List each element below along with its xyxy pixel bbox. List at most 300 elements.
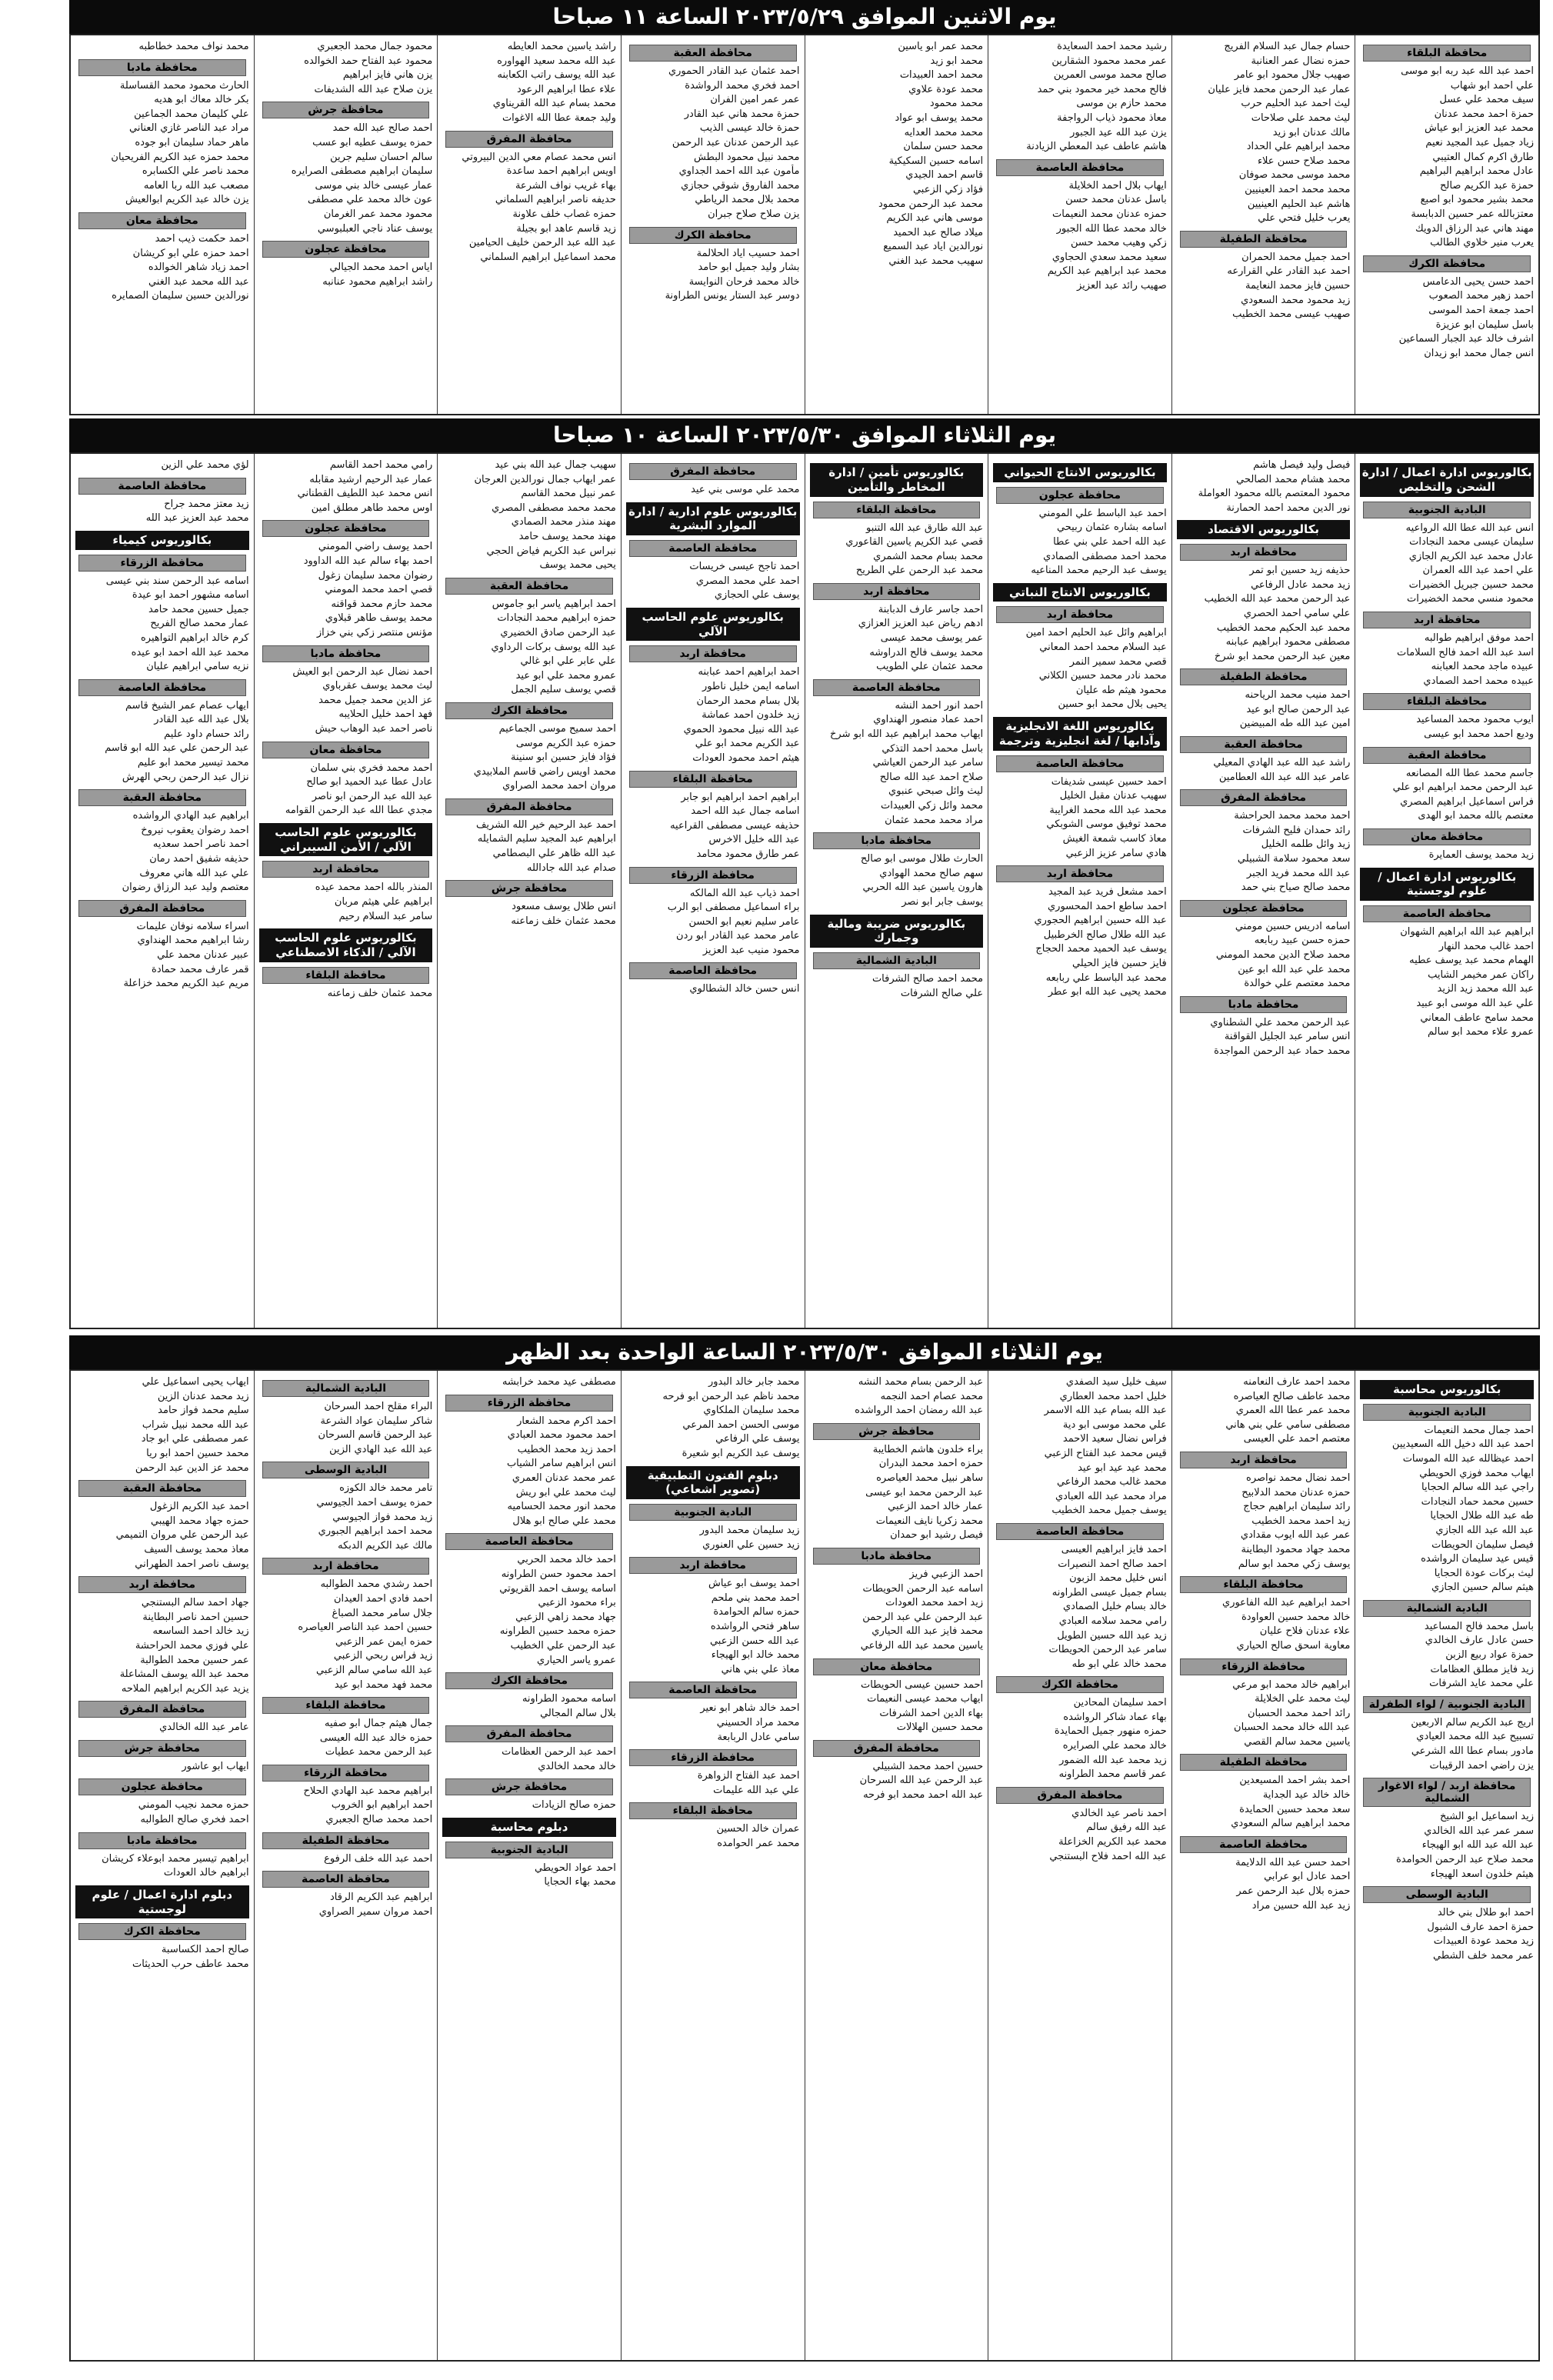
major-heading: بكالوريوس الاقتصاد <box>1177 520 1351 539</box>
candidate-name: مادور بسام عطا الله الشرعي <box>1411 1745 1534 1758</box>
candidate-name: حمزة احمد عارف الشبول <box>1427 1921 1534 1933</box>
candidate-name: سامر عبد الرحمن الحويطات <box>1048 1644 1167 1656</box>
candidate-name: عمار محمد صالح الفريح <box>150 618 249 630</box>
candidate-name: سعد محمد حسين الحمايدة <box>1239 1803 1351 1815</box>
candidate-name: احمد عبد الله عبد ربه ابو موسى <box>1401 65 1534 77</box>
governorate-heading: محافظة مادبا <box>813 832 981 849</box>
candidate-name: زيد احمد محمد العودات <box>885 1597 984 1609</box>
section-2-columns <box>71 454 1538 1328</box>
major-heading: بكالوريوس علوم ادارية / ادارة الموارد البشرية <box>626 502 800 536</box>
candidate-name: محمد عبد الله يوسف المشاعلة <box>119 1668 249 1681</box>
candidate-name: محمد علي عبد الله ابو عين <box>1238 963 1351 975</box>
governorate-heading: محافظة المفرق <box>445 798 613 815</box>
candidate-name: اسامه بشاره عثمان ربيحي <box>1056 522 1167 534</box>
candidate-name: احمد حكمت ذيب احمد <box>155 232 249 245</box>
candidate-name: ساهر نبيل محمد العياصره <box>876 1472 984 1484</box>
candidate-name: احمد رضوان يعقوب نيروخ <box>141 824 249 836</box>
candidate-name: يزن عبد الله عيد الجبور <box>1070 126 1167 138</box>
candidate-name: ليث محمد علي الخلايلة <box>1255 1693 1351 1705</box>
candidate-name: رضوان محمد سليمان زغول <box>318 569 433 582</box>
column <box>621 454 805 1328</box>
candidate-name: احمد زياد شاهر الخوالده <box>148 262 249 274</box>
candidate-name: محمد توفيق موسى الشوبكي <box>1046 818 1167 831</box>
candidate-name: ليث محمد يوسف عقرباوي <box>322 680 433 692</box>
candidate-name: عبد الرحمن محمد عطيات <box>325 1746 433 1758</box>
governorate-heading: محافظة اربد <box>629 645 797 662</box>
day-header-1: يوم الاثنين الموافق ٢٠٢٣/٥/٢٩ الساعة ١١ صباحا <box>69 0 1540 34</box>
candidate-name: سهيب محمد عبد الغني <box>888 255 984 267</box>
column <box>1171 1371 1355 2360</box>
candidate-name: حديفه ناصر ابراهيم السلماني <box>495 194 616 206</box>
candidate-name: عبد الله عبد الرحمن ابو ناصر <box>312 790 433 802</box>
candidate-name: اريج عبد الكريم سالم الاربعين <box>1411 1716 1534 1728</box>
candidate-name: زيد محمد يوسف العمايرة <box>1428 849 1534 861</box>
candidate-name: اسامه عبد الرحمن الحويطات <box>862 1582 984 1595</box>
candidate-name: علي عبد الله عليمات <box>713 1784 800 1796</box>
candidate-name: يوسف جابر ابو نصر <box>901 895 984 908</box>
candidate-name: يوسف جميل محمد الخطيب <box>1051 1505 1167 1517</box>
candidate-name: محمد حسين احمد ابو ريا <box>146 1447 249 1459</box>
candidate-name: محمد ناصر علي الكسابره <box>142 165 249 178</box>
governorate-heading: محافظة العقبة <box>629 45 797 62</box>
governorate-heading: محافظة اربد <box>262 1558 430 1575</box>
candidate-name: اسامه عبد الرحمن سند بني عيسى <box>105 575 249 587</box>
candidate-name: علي عبد الله هاني معروف <box>139 867 249 879</box>
candidate-name: احمد صالح عبد الله حمد <box>332 122 433 135</box>
candidate-name: محمد عاطف صالح العياصره <box>1233 1390 1351 1402</box>
candidate-name: زيد حسين علي العنوري <box>702 1538 800 1551</box>
candidate-name: محمد عبد الله احمد ابو عيده <box>131 646 249 658</box>
candidate-name: عمار خالد احمد الزعبي <box>888 1501 984 1513</box>
candidate-name: انس حسن خالد الشطالوي <box>689 983 800 995</box>
candidate-name: سامر عبد الرحمن العياشي <box>872 757 984 769</box>
candidate-name: حمزه سالم الحوامدة <box>713 1606 800 1618</box>
candidate-name: حمزه يوسف عطيه ابو عسب <box>312 136 433 148</box>
candidate-name: سعد محمود سلامة الشبيلي <box>1237 853 1351 865</box>
candidate-name: عادل محمد ابراهيم البراهيم <box>1419 165 1534 178</box>
day-header-2: يوم الثلاثاء الموافق ٢٠٢٣/٥/٣٠ الساعة ١٠ صباحا <box>69 418 1540 452</box>
governorate-heading: محافظة عجلون <box>1180 900 1348 917</box>
candidate-name: حمزه خالد عبد الله العيسى <box>319 1732 433 1744</box>
candidate-name: محمود منسي محمد الخضيرات <box>1407 593 1534 605</box>
candidate-name: يوسف علي الحجازي <box>714 589 800 602</box>
candidate-name: حمزه عدنان محمد الدلابيح <box>1241 1486 1351 1498</box>
candidate-name: علي محمد عايد الشرفات <box>1429 1678 1534 1690</box>
candidate-name: زيد محمد عدنان الزين <box>157 1390 249 1402</box>
candidate-name: احمد ابراهيم احمد عبابنه <box>698 666 800 678</box>
candidate-name: حسن عادل عارف الخالدي <box>1425 1635 1534 1647</box>
candidate-name: احمد يوسف راضي المومني <box>318 541 433 553</box>
candidate-name: محمد عصام احمد النجمه <box>880 1390 984 1402</box>
candidate-name: يوسف ناصر احمد الطهراني <box>135 1558 249 1570</box>
candidate-name: عبد الله سامي سالم الزعبي <box>315 1664 433 1676</box>
candidate-name: انس محمد عبد اللطيف القطناني <box>297 488 433 500</box>
candidate-name: زيد سليمان محمد البدور <box>699 1525 800 1537</box>
major-heading: بكالوريوس تأمين / ادارة المخاطر والتأمين <box>810 463 984 497</box>
candidate-name: احمد جميل محمد الحمران <box>1241 251 1351 263</box>
major-heading: بكالوريوس اللغة الانجليزية وآدابها / لغة انجليزية وترجمة <box>993 717 1167 751</box>
governorate-heading: محافظة الكرك <box>996 1676 1164 1693</box>
candidate-name: جميل حسين محمد حامد <box>148 603 249 615</box>
candidate-name: كرم خالد ابراهيم التواهيره <box>141 632 249 644</box>
candidate-name: الحارث محمود محمد القساسلة <box>119 79 249 92</box>
candidate-name: زيد عبد الله حسين الطويل <box>1057 1629 1167 1642</box>
governorate-heading: محافظة جرش <box>262 102 430 118</box>
candidate-name: مجدي عطا الله عبد الرحمن القوامه <box>285 805 433 817</box>
candidate-name: محمد يوسف طاهر قبلاوي <box>325 612 433 625</box>
candidate-name: هيثم خلدون اسعد الهيجاء <box>1430 1868 1534 1880</box>
candidate-name: احمد موفق ابراهيم طوالبه <box>1424 632 1534 645</box>
candidate-name: احمد عيظالله عبد الله الموسات <box>1402 1452 1534 1465</box>
major-heading: بكالوريوس الانتاج الحيواني <box>993 463 1167 482</box>
candidate-name: احمد عثمان عبد القادر الحموري <box>668 65 800 77</box>
candidate-name: ايهاب محمد ابراهيم عبد الله ابو شرخ <box>830 728 984 741</box>
candidate-name: عمار عبد الرحمن محمد فايز عليان <box>1208 83 1351 95</box>
candidate-name: محمد ناظم عبد الرحمن ابو فرحه <box>662 1390 800 1402</box>
candidate-name: بلال بسام محمد الرحمان <box>696 695 800 707</box>
candidate-name: معاوية اسحق صالح الحياري <box>1236 1639 1351 1652</box>
governorate-heading: محافظة الكرك <box>1363 255 1531 272</box>
column <box>254 1371 438 2360</box>
candidate-name: احمد محمد بني ملحم <box>711 1592 800 1604</box>
candidate-name: احمد خالد شاهر ابو نعير <box>700 1702 800 1715</box>
candidate-name: محمد حازم بن موسى <box>1076 98 1167 110</box>
column <box>805 454 988 1328</box>
governorate-heading: محافظة العاصمة <box>1180 1836 1348 1853</box>
candidate-name: احمد نضال عبد الرحمن ابو العيش <box>292 665 433 678</box>
candidate-name: مهند منذر محمد الصمادي <box>511 516 616 528</box>
governorate-heading: محافظة الكرك <box>445 1672 613 1689</box>
candidate-name: عبد الله بسام عبد الله الاسمر <box>1044 1405 1167 1417</box>
section-3-columns <box>71 1371 1538 2360</box>
candidate-name: يحيى بلال محمد ابو حسين <box>1058 698 1167 711</box>
candidate-name: نزيه سامي ابراهيم عليان <box>146 661 249 673</box>
candidate-name: عبد الرحمن محمد ابو عيسى <box>865 1486 984 1498</box>
candidate-name: زيد محمد عبد الله الضمور <box>1059 1754 1167 1766</box>
candidate-name: عمر قاسم محمد الطراونه <box>1058 1768 1167 1781</box>
major-heading: بكالوريوس علوم الحاسب الآلي / الذكاء الاصطناعي <box>259 928 433 962</box>
candidate-name: عبد الله رمضان احمد الرواشده <box>855 1405 984 1417</box>
candidate-name: محمد عبد الرحمن علي الطريح <box>855 565 984 577</box>
candidate-name: خالد محمد فرحان النوايسة <box>688 275 800 288</box>
candidate-name: زياد جميل عبد المجيد نعيم <box>1425 136 1534 148</box>
candidate-name: محمد فهد محمد ابو عيد <box>334 1678 433 1691</box>
candidate-name: عبد الله خالد محمد الحسبان <box>1234 1722 1351 1734</box>
candidate-name: زيد فايز مطلق العظامات <box>1430 1663 1534 1675</box>
candidate-name: علاء عطا ابراهيم الرعود <box>517 83 616 95</box>
candidate-name: حمزه غصاب خلف علاونة <box>512 208 616 220</box>
candidate-name: محمد محمود <box>929 98 984 110</box>
candidate-name: محمد عمر عطا الله العمري <box>1235 1405 1351 1417</box>
candidate-name: عمر عمر امين الفران <box>710 94 800 106</box>
governorate-heading: محافظة اربد <box>1180 544 1348 561</box>
column <box>621 35 805 414</box>
candidate-name: ايوب محمود محمد المساعيد <box>1416 714 1534 726</box>
candidate-name: محمد بسام عبد الله القريناوي <box>492 98 616 110</box>
governorate-heading: محافظة العاصمة <box>996 159 1164 176</box>
candidate-name: معتصم احمد علي العيسى <box>1243 1433 1351 1445</box>
candidate-name: محمد ابو زيد <box>930 55 984 67</box>
candidate-name: عز الدين محمد جميل محمد <box>318 694 433 706</box>
governorate-heading: البادية الوسطى <box>1363 1886 1531 1903</box>
column <box>621 1371 805 2360</box>
governorate-heading: محافظة الزرقاء <box>78 555 246 572</box>
candidate-name: ايهاب يحيى اسماعيل علي <box>142 1376 249 1388</box>
section-2 <box>69 452 1540 1329</box>
candidate-name: احمد علي محمد المصري <box>695 575 800 587</box>
candidate-name: يزن راضي احمد الرقيبات <box>1429 1759 1534 1772</box>
candidate-name: احمد يوسف ابو عياش <box>708 1578 800 1590</box>
candidate-name: اسامه محمود الطراونه <box>522 1693 616 1705</box>
candidate-name: محمد عز الدين عبد الرحمن <box>135 1462 249 1474</box>
candidate-name: احمد سميح موسى الجماعيم <box>498 722 616 735</box>
governorate-heading: البادية الوسطى <box>262 1462 430 1478</box>
candidate-name: احمد مشعل فريد عبد المجيد <box>1048 886 1167 898</box>
candidate-name: محمد عودة علاوي <box>908 83 984 95</box>
candidate-name: عبد الكريم محمد ابو علي <box>695 738 800 750</box>
candidate-name: احمد فادي احمد العيدان <box>333 1592 433 1605</box>
candidate-name: مراد عبد الناصر غازي العناني <box>128 122 249 135</box>
candidate-name: حسين فايز محمد النعايمة <box>1245 279 1351 292</box>
candidate-name: اسامه جمال عبد الله احمد <box>691 805 800 818</box>
candidate-name: احمد ناصر احمد سعديه <box>152 838 249 851</box>
candidate-name: محمد زكريا نايف النعيمات <box>875 1515 984 1527</box>
candidate-name: حسام جمال عبد السلام الفريج <box>1224 41 1351 52</box>
candidate-name: راجي عبد الله سالم الحجايا <box>1421 1482 1534 1494</box>
governorate-heading: محافظة المفرق <box>445 1725 613 1742</box>
candidate-name: ميلاد صالح عبد الحميد <box>893 226 984 238</box>
candidate-name: سليمان ابراهيم مصطفى الصرايره <box>291 165 433 178</box>
candidate-name: هارون ياسين عبد الله الحربي <box>862 882 984 894</box>
column <box>1355 454 1538 1328</box>
candidate-name: محمد عبد الحكيم محمد الخطيب <box>1216 622 1351 634</box>
major-heading: بكالوريوس ادارة اعمال / ادارة الشحن والتخليص <box>1360 463 1534 497</box>
candidate-name: نورالدين اياد عبد السميع <box>883 241 984 253</box>
candidate-name: احمد عادل ابو عرابي <box>1264 1871 1351 1883</box>
governorate-heading: محافظة العقبة <box>78 789 246 806</box>
governorate-heading: محافظة العاصمة <box>629 540 797 557</box>
governorate-heading: محافظة العقبة <box>1363 747 1531 764</box>
candidate-name: ليث وائل صبحي عنبوي <box>888 785 984 798</box>
candidate-name: بلال سالم المجالي <box>540 1707 616 1719</box>
candidate-name: قيس عيد سليمان الرواشده <box>1421 1553 1534 1565</box>
candidate-name: طارق اكرم كمال العتيبي <box>1432 151 1534 163</box>
candidate-name: زيد احمد محمد الخطيب <box>1251 1515 1351 1527</box>
candidate-name: راكان عمر مخيمر الشايب <box>1428 968 1534 981</box>
candidate-name: جهاد احمد سالم البستنجي <box>141 1597 249 1609</box>
candidate-name: عبد الله يوسف بركات الرداوي <box>491 641 616 653</box>
candidate-name: عمار عبد الرحيم ارشيد مقابله <box>309 473 433 485</box>
candidate-name: يعرب خليل فتحي علي <box>1258 212 1351 225</box>
candidate-name: ياسين محمد عبد الله الرفاعي <box>860 1639 984 1652</box>
candidate-name: حذيفه زيد حسين ابو تمر <box>1249 565 1351 577</box>
candidate-name: عمر محمد خلف الشطي <box>1432 1949 1534 1962</box>
candidate-name: انس محمد عصام معي الدين البيروتي <box>462 151 616 163</box>
candidate-name: احمد حمزه علي ابو كريشان <box>132 247 249 259</box>
candidate-name: عامر سليم نعيم ابو الحسن <box>688 915 800 928</box>
newspaper-page <box>69 0 1540 2380</box>
candidate-name: عمر يوسف محمد عيسى <box>880 632 984 645</box>
candidate-name: احمد الزعبي فريز <box>909 1568 984 1580</box>
candidate-name: صلاح احمد عبد الله صالح <box>879 771 984 783</box>
candidate-name: محمد غالب محمد الرفاعي <box>1056 1476 1167 1488</box>
candidate-name: رشيد محمد احمد السعايدة <box>1057 41 1167 52</box>
candidate-name: زيد معتز محمد جراح <box>164 498 249 510</box>
candidate-name: رائد سليمان ابراهيم حجاج <box>1243 1501 1351 1513</box>
candidate-name: خالد محمد عطا الله الجبور <box>1056 222 1167 235</box>
candidate-name: محمد عبد ابراهيم عبد الكريم <box>1047 265 1167 278</box>
candidate-name: قصي عبد الكريم ياسين القاعوري <box>845 536 984 548</box>
column <box>437 454 621 1328</box>
candidate-name: حمزة عبد الكريم صالح <box>1440 179 1534 192</box>
column <box>254 454 438 1328</box>
candidate-name: صالح محمد موسى العمرين <box>1053 69 1167 82</box>
candidate-name: سهيب عدنان مقبل الخليل <box>1059 790 1167 802</box>
candidate-name: لؤي محمد علي الزين <box>161 459 249 471</box>
candidate-name: انس جمال محمد ابو زيدان <box>1424 347 1534 359</box>
candidate-name: محمد احمد ابراهيم الجبوري <box>318 1525 433 1538</box>
candidate-name: عبيده محمد احمد الصمادي <box>1423 675 1534 687</box>
candidate-name: محمد احمد العبيدات <box>899 69 984 82</box>
candidate-name: محمد فايز عبد الله الحياري <box>871 1625 984 1638</box>
candidate-name: علي عابر علي ابو غالي <box>520 655 616 668</box>
governorate-heading: محافظة البلقاء <box>262 967 430 984</box>
candidate-name: احمد زهير محمد الصعوب <box>1428 290 1534 302</box>
candidate-name: هاشم عبد الحليم العينيين <box>1247 198 1351 210</box>
candidate-name: حمزه نضال عمر العنانبة <box>1251 55 1351 67</box>
candidate-name: احمد جمال محمد النعيمات <box>1424 1424 1534 1436</box>
candidate-name: انس عبد الله عطا الله الرواعيه <box>1405 522 1534 534</box>
governorate-heading: محافظة معان <box>78 212 246 229</box>
candidate-name: محمود منيب عبد العزيز <box>702 944 800 956</box>
candidate-name: زيد محمد عادل الرفاعي <box>1251 578 1351 591</box>
candidate-name: يوسف عبد الحميد محمد الحجاج <box>1035 943 1167 955</box>
candidate-name: محمد خالد ابو الهيجاء <box>711 1649 800 1662</box>
candidate-name: احمد حسين عيسى الحويطات <box>861 1678 984 1691</box>
column <box>988 35 1171 414</box>
governorate-heading: محافظة الطفيلة <box>262 1832 430 1849</box>
governorate-heading: محافظة الكرك <box>78 1923 246 1940</box>
candidate-name: محمد مراد الحسيني <box>716 1717 800 1728</box>
major-heading: بكالوريوس علوم الحاسب الآلي <box>626 608 800 642</box>
candidate-name: احمد عبد الله خلف الرفوع <box>324 1852 433 1865</box>
candidate-name: مريم عبد الكريم محمد خزاعلة <box>123 978 249 990</box>
candidate-name: محمد يوسف فالح الدراوشه <box>869 646 984 658</box>
candidate-name: حسين محمد حماد النجادات <box>1421 1495 1534 1508</box>
governorate-heading: محافظة الطفيلة <box>1180 668 1348 685</box>
candidate-name: معاذ علي بني هاني <box>721 1663 800 1675</box>
candidate-name: ليث احمد عبد الحليم حرب <box>1241 98 1351 110</box>
candidate-name: محمد حماد عبد الرحمن المواجدة <box>1214 1045 1351 1057</box>
candidate-name: فراس نضال سعيد الاحمد <box>1062 1433 1167 1445</box>
column <box>988 454 1171 1328</box>
candidate-name: عبد الله عبد الله ابو الهيجاء <box>1421 1839 1534 1852</box>
governorate-heading: محافظة العاصمة <box>629 1682 797 1698</box>
candidate-name: براء خلدون هاشم الخطايبة <box>872 1443 984 1455</box>
candidate-name: عبد الرحمن عدنان عبد الرحمن <box>672 136 800 148</box>
candidate-name: ليث محمد علي صلاحات <box>1251 112 1351 124</box>
candidate-name: جمال هيثم جمال ابو صفيه <box>324 1718 433 1730</box>
governorate-heading: محافظة الكرك <box>629 227 797 244</box>
candidate-name: بسام جميل عيسى الطراونه <box>1051 1586 1167 1598</box>
candidate-name: زيد محمود محمد السعودي <box>1241 294 1351 306</box>
candidate-name: محمد عبد الكريم الخزاعلة <box>1058 1836 1167 1848</box>
governorate-heading: محافظة الزرقاء <box>629 1749 797 1766</box>
candidate-name: سعيد محمد سعدي الحجاوي <box>1051 251 1167 263</box>
governorate-heading: محافظة العاصمة <box>262 1871 430 1888</box>
major-heading: بكالوريوس علوم الحاسب الآلي / الأمن السيبراني <box>259 823 433 857</box>
candidate-name: احمد محمد فخري بني سلمان <box>310 762 433 774</box>
candidate-name: عبد الرحمن صادق الخضيري <box>500 626 616 638</box>
candidate-name: محمد جهاد محمود البطاينة <box>1241 1543 1351 1555</box>
candidate-name: يوسف علي الرفاعي <box>715 1433 800 1445</box>
candidate-name: علي محمد موسى ابو دية <box>1062 1418 1167 1431</box>
candidate-name: فؤاد زكي الزعبي <box>912 183 984 195</box>
governorate-heading: البادية الشمالية <box>262 1380 430 1397</box>
candidate-name: سامي عادل الربابعة <box>717 1731 800 1743</box>
governorate-heading: محافظة عجلون <box>996 487 1164 504</box>
candidate-name: حمزة خالد عيسى الذيب <box>699 122 800 135</box>
candidate-name: علي احمد عبد الله العمران <box>1422 565 1534 577</box>
candidate-name: عمر طارق محمود محامد <box>696 848 800 860</box>
governorate-heading: محافظة مادبا <box>262 645 430 662</box>
candidate-name: حذيفه شفيق احمد رمان <box>149 853 249 865</box>
candidate-name: محمد يحيى عبد الله ابو عطر <box>1048 986 1167 998</box>
candidate-name: انس ابراهيم سامر الشياب <box>506 1458 616 1470</box>
candidate-name: ابراهيم تيسير محمد ابوعلاء كريشان <box>102 1852 249 1865</box>
candidate-name: يزن خالد عبد الكريم ابوالعيش <box>125 194 249 206</box>
governorate-heading: محافظة الزرقاء <box>629 867 797 884</box>
candidate-name: بهاء الدين احمد الشرفات <box>879 1707 984 1719</box>
candidate-name: محمد محمد احمد العينيين <box>1245 183 1351 195</box>
candidate-name: علي كليمان محمد الجماعين <box>134 108 249 120</box>
candidate-name: نزال عبد الرحمن ربحي الهرش <box>122 771 249 783</box>
candidate-name: احمد حسين عيسى شديفات <box>1051 775 1167 788</box>
major-heading: بكالوريوس الانتاج النباتي <box>993 583 1167 602</box>
candidate-name: احمد ناصر عيد الخالدي <box>1071 1807 1167 1819</box>
candidate-name: عبد الله محمد فريد الجبر <box>1246 867 1351 879</box>
candidate-name: احمد عبد الله دخيل الله السعيديين <box>1391 1438 1534 1451</box>
candidate-name: سيف خليل سيد الصفدي <box>1065 1376 1167 1388</box>
governorate-heading: محافظة البلقاء <box>1363 693 1531 710</box>
candidate-name: محمد تيسير محمد ابو عليم <box>137 757 249 769</box>
candidate-name: احمد عماد منصور الهنداوي <box>873 714 984 726</box>
candidate-name: ساهر فتحي الرواشده <box>710 1621 800 1633</box>
governorate-heading: محافظة العقبة <box>1180 736 1348 753</box>
candidate-name: محمد علي موسى بني عيد <box>691 484 800 495</box>
governorate-heading: محافظة جرش <box>813 1423 981 1440</box>
candidate-name: محمد عبد الباسط علي ربابعه <box>1045 972 1167 984</box>
candidate-name: اوس محمد طاهر مطلق امين <box>311 502 433 514</box>
candidate-name: سامر عبد السلام رحيم <box>338 910 433 922</box>
candidate-name: محمد عاطف حرب الحديثات <box>132 1958 249 1970</box>
candidate-name: حسين احمد محمد الشبيلي <box>872 1760 984 1772</box>
candidate-name: محمد الفاروق شوقي حجازي <box>681 179 800 192</box>
section-3 <box>69 1369 1540 2362</box>
candidate-name: احمد محمود حسن الطراونه <box>501 1568 616 1580</box>
candidate-name: احمد جمعة احمد الموسى <box>1428 304 1534 316</box>
governorate-heading: محافظة العاصمة <box>813 679 981 696</box>
candidate-name: معاذ محمد يوسف السيف <box>144 1543 249 1555</box>
candidate-name: احمد مروان سمير الصراوي <box>318 1905 433 1918</box>
candidate-name: ناصر احمد عبد الوهاب حيش <box>315 722 433 735</box>
candidate-name: عامر محمد عبد القادر ابو ردن <box>676 930 800 942</box>
candidate-name: مالك عدنان ابو زيد <box>1272 126 1351 138</box>
candidate-name: عمر حسين محمد الطوالبة <box>140 1654 249 1666</box>
candidate-name: الحارث طلال موسى ابو صالح <box>860 853 984 865</box>
candidate-name: خليل احمد محمد العطاري <box>1059 1390 1167 1402</box>
candidate-name: عبد الرحمن قاسم السرحان <box>318 1429 433 1442</box>
